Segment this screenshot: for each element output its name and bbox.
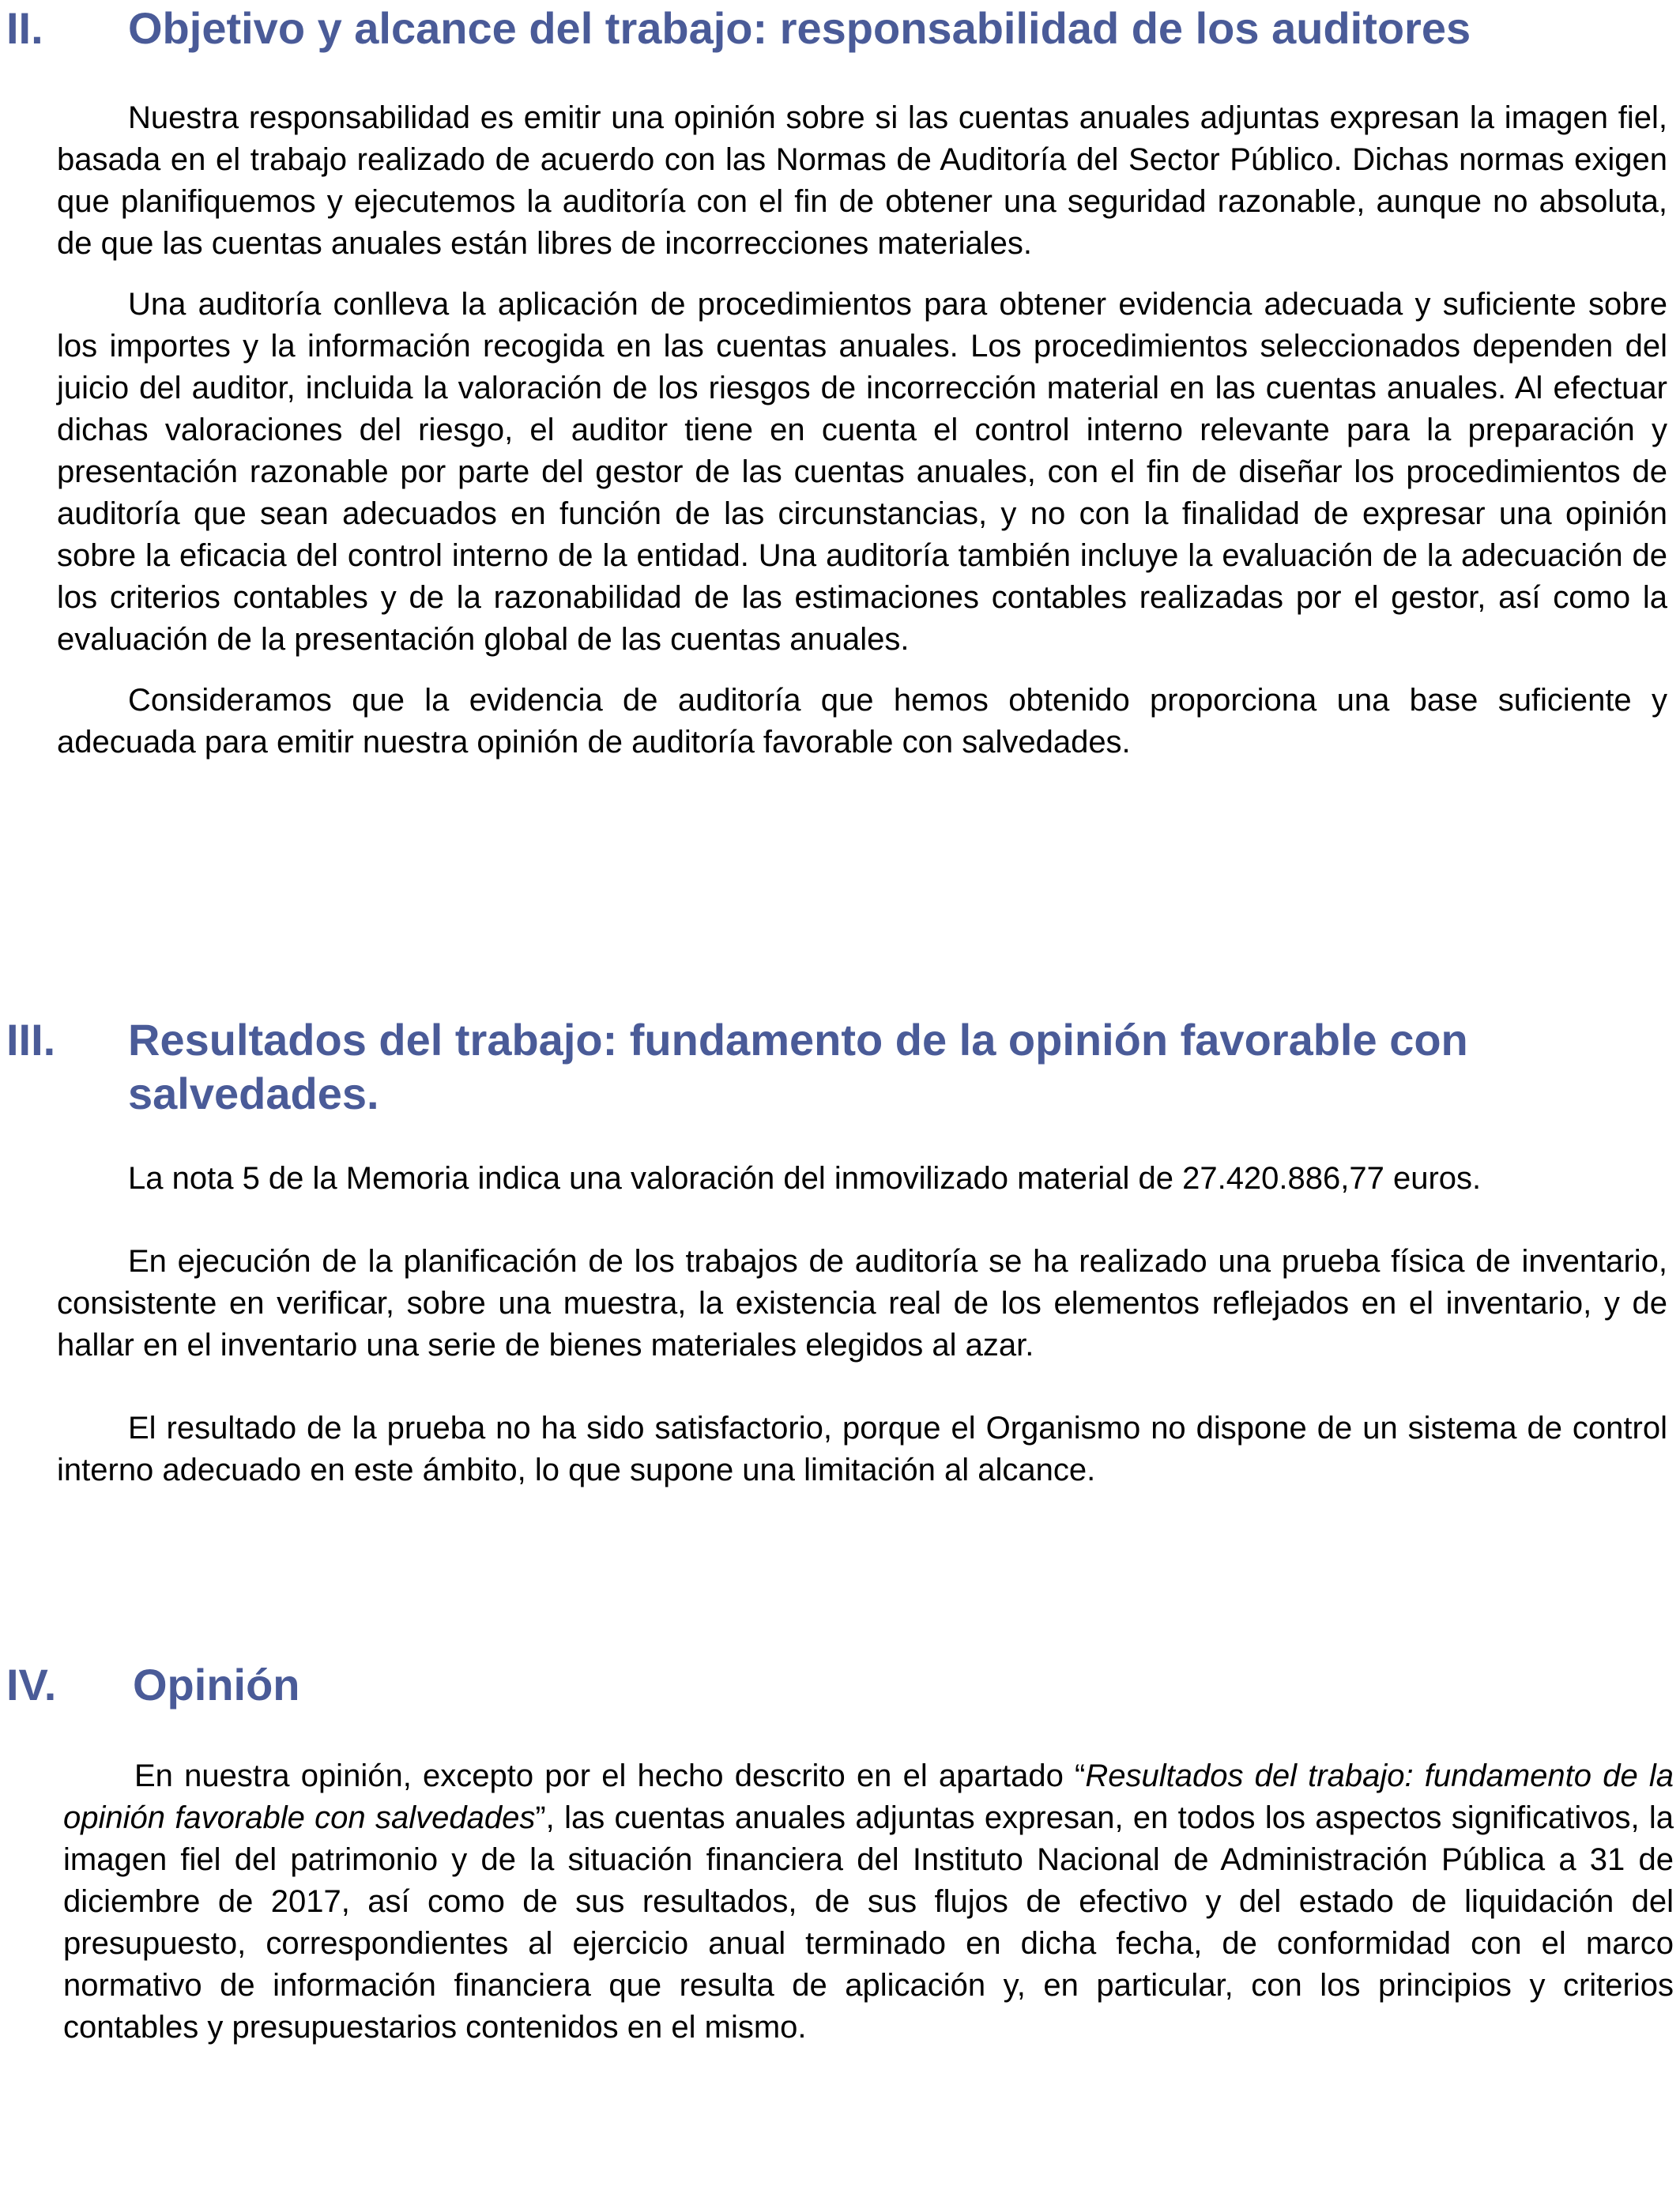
opinion-paragraph	[0, 1755, 1680, 2049]
opinion-rest: ”, las cuentas anuales adjuntas expresan, en todos los aspectos significativos, la imagen fiel del patrimonio y de la situación financiera del Instituto Nacional de Administración Pública a 31 de diciembre de 2017, así como de sus resultados, de sus flujos de efectivo y del estado de liquidación del presupuesto, correspondientes al ejercicio anual terminado en dicha fecha, de conformidad con el marco normativo de información financiera que resulta de aplicación y, en particular, con los principios y criterios contables y presupuestarios contenidos en el mismo.	[63, 1800, 1674, 2045]
section-number: IV.	[6, 1660, 57, 1710]
section-heading	[0, 1658, 1680, 1712]
section-title: Resultados del trabajo: fundamento de la opinión favorable con salvedades.	[128, 1015, 1468, 1118]
opinion-quoted-section: Resultados del trabajo: fundamento de la opinión favorable con salvedades	[63, 1759, 1674, 1835]
section-body	[0, 1158, 1680, 1510]
section-resultados	[0, 1013, 1680, 1487]
section-objetivo-alcance	[0, 0, 1680, 760]
section-heading	[0, 1013, 1680, 1121]
paragraph: Consideramos que la evidencia de auditoría que hemos obtenido proporciona una base suficiente y adecuada para emitir nuestra opinión de auditoría favorable con salvedades.	[57, 683, 1667, 760]
paragraph: Nuestra responsabilidad es emitir una opinión sobre si las cuentas anuales adjuntas expresan la imagen fiel, basada en el trabajo realizado de acuerdo con las Normas de Auditoría del Sector Público. Dichas normas exigen que planifiquemos y ejecutemos la auditoría con el fin de obtener una seguridad razonable, aunque no absoluta, de que las cuentas anuales están libres de incorrecciones materiales.	[57, 100, 1667, 261]
section-number: III.	[6, 1015, 56, 1065]
paragraph: El resultado de la prueba no ha sido satisfactorio, porque el Organismo no dispone de un sistema de control interno adecuado en este ámbito, lo que supone una limitación al alcance.	[57, 1411, 1667, 1487]
paragraph: En ejecución de la planificación de los trabajos de auditoría se ha realizado una prueba física de inventario, consistente en verificar, sobre una muestra, la existencia real de los elementos reflejados en el inventario, y de hallar en el inventario una serie de bienes materiales elegidos al azar.	[57, 1244, 1667, 1363]
section-number: II.	[6, 3, 43, 53]
section-opinion	[0, 1658, 1680, 2045]
section-heading	[0, 2, 1680, 55]
section-title: Objetivo y alcance del trabajo: responsabilidad de los auditores	[128, 3, 1471, 53]
paragraph: La nota 5 de la Memoria indica una valoración del inmovilizado material de 27.420.886,77 euros.	[128, 1161, 1482, 1196]
section-body	[0, 1755, 1680, 2068]
paragraph: Una auditoría conlleva la aplicación de procedimientos para obtener evidencia adecuada y suficiente sobre los importes y la información recogida en las cuentas anuales. Los procedimientos seleccionados dependen del juicio del auditor, incluida la valoración de los riesgos de incorrección material en las cuentas anuales. Al efectuar dichas valoraciones del riesgo, el auditor tiene en cuenta el control interno relevante para la preparación y presentación razonable por parte del gestor de las cuentas anuales, con el fin de diseñar los procedimientos de auditoría que sean adecuados en función de las circunstancias, y no con la finalidad de expresar una opinión sobre la eficacia del control interno de la entidad. Una auditoría también incluye la evaluación de la adecuación de los criterios contables y de la razonabilidad de las estimaciones contables realizadas por el gestor, así como la evaluación de la presentación global de las cuentas anuales.	[57, 287, 1667, 657]
section-title: Opinión	[133, 1660, 300, 1710]
opinion-intro: En nuestra opinión, excepto por el hecho descrito en el apartado “	[134, 1759, 1086, 1793]
section-body	[0, 97, 1680, 782]
